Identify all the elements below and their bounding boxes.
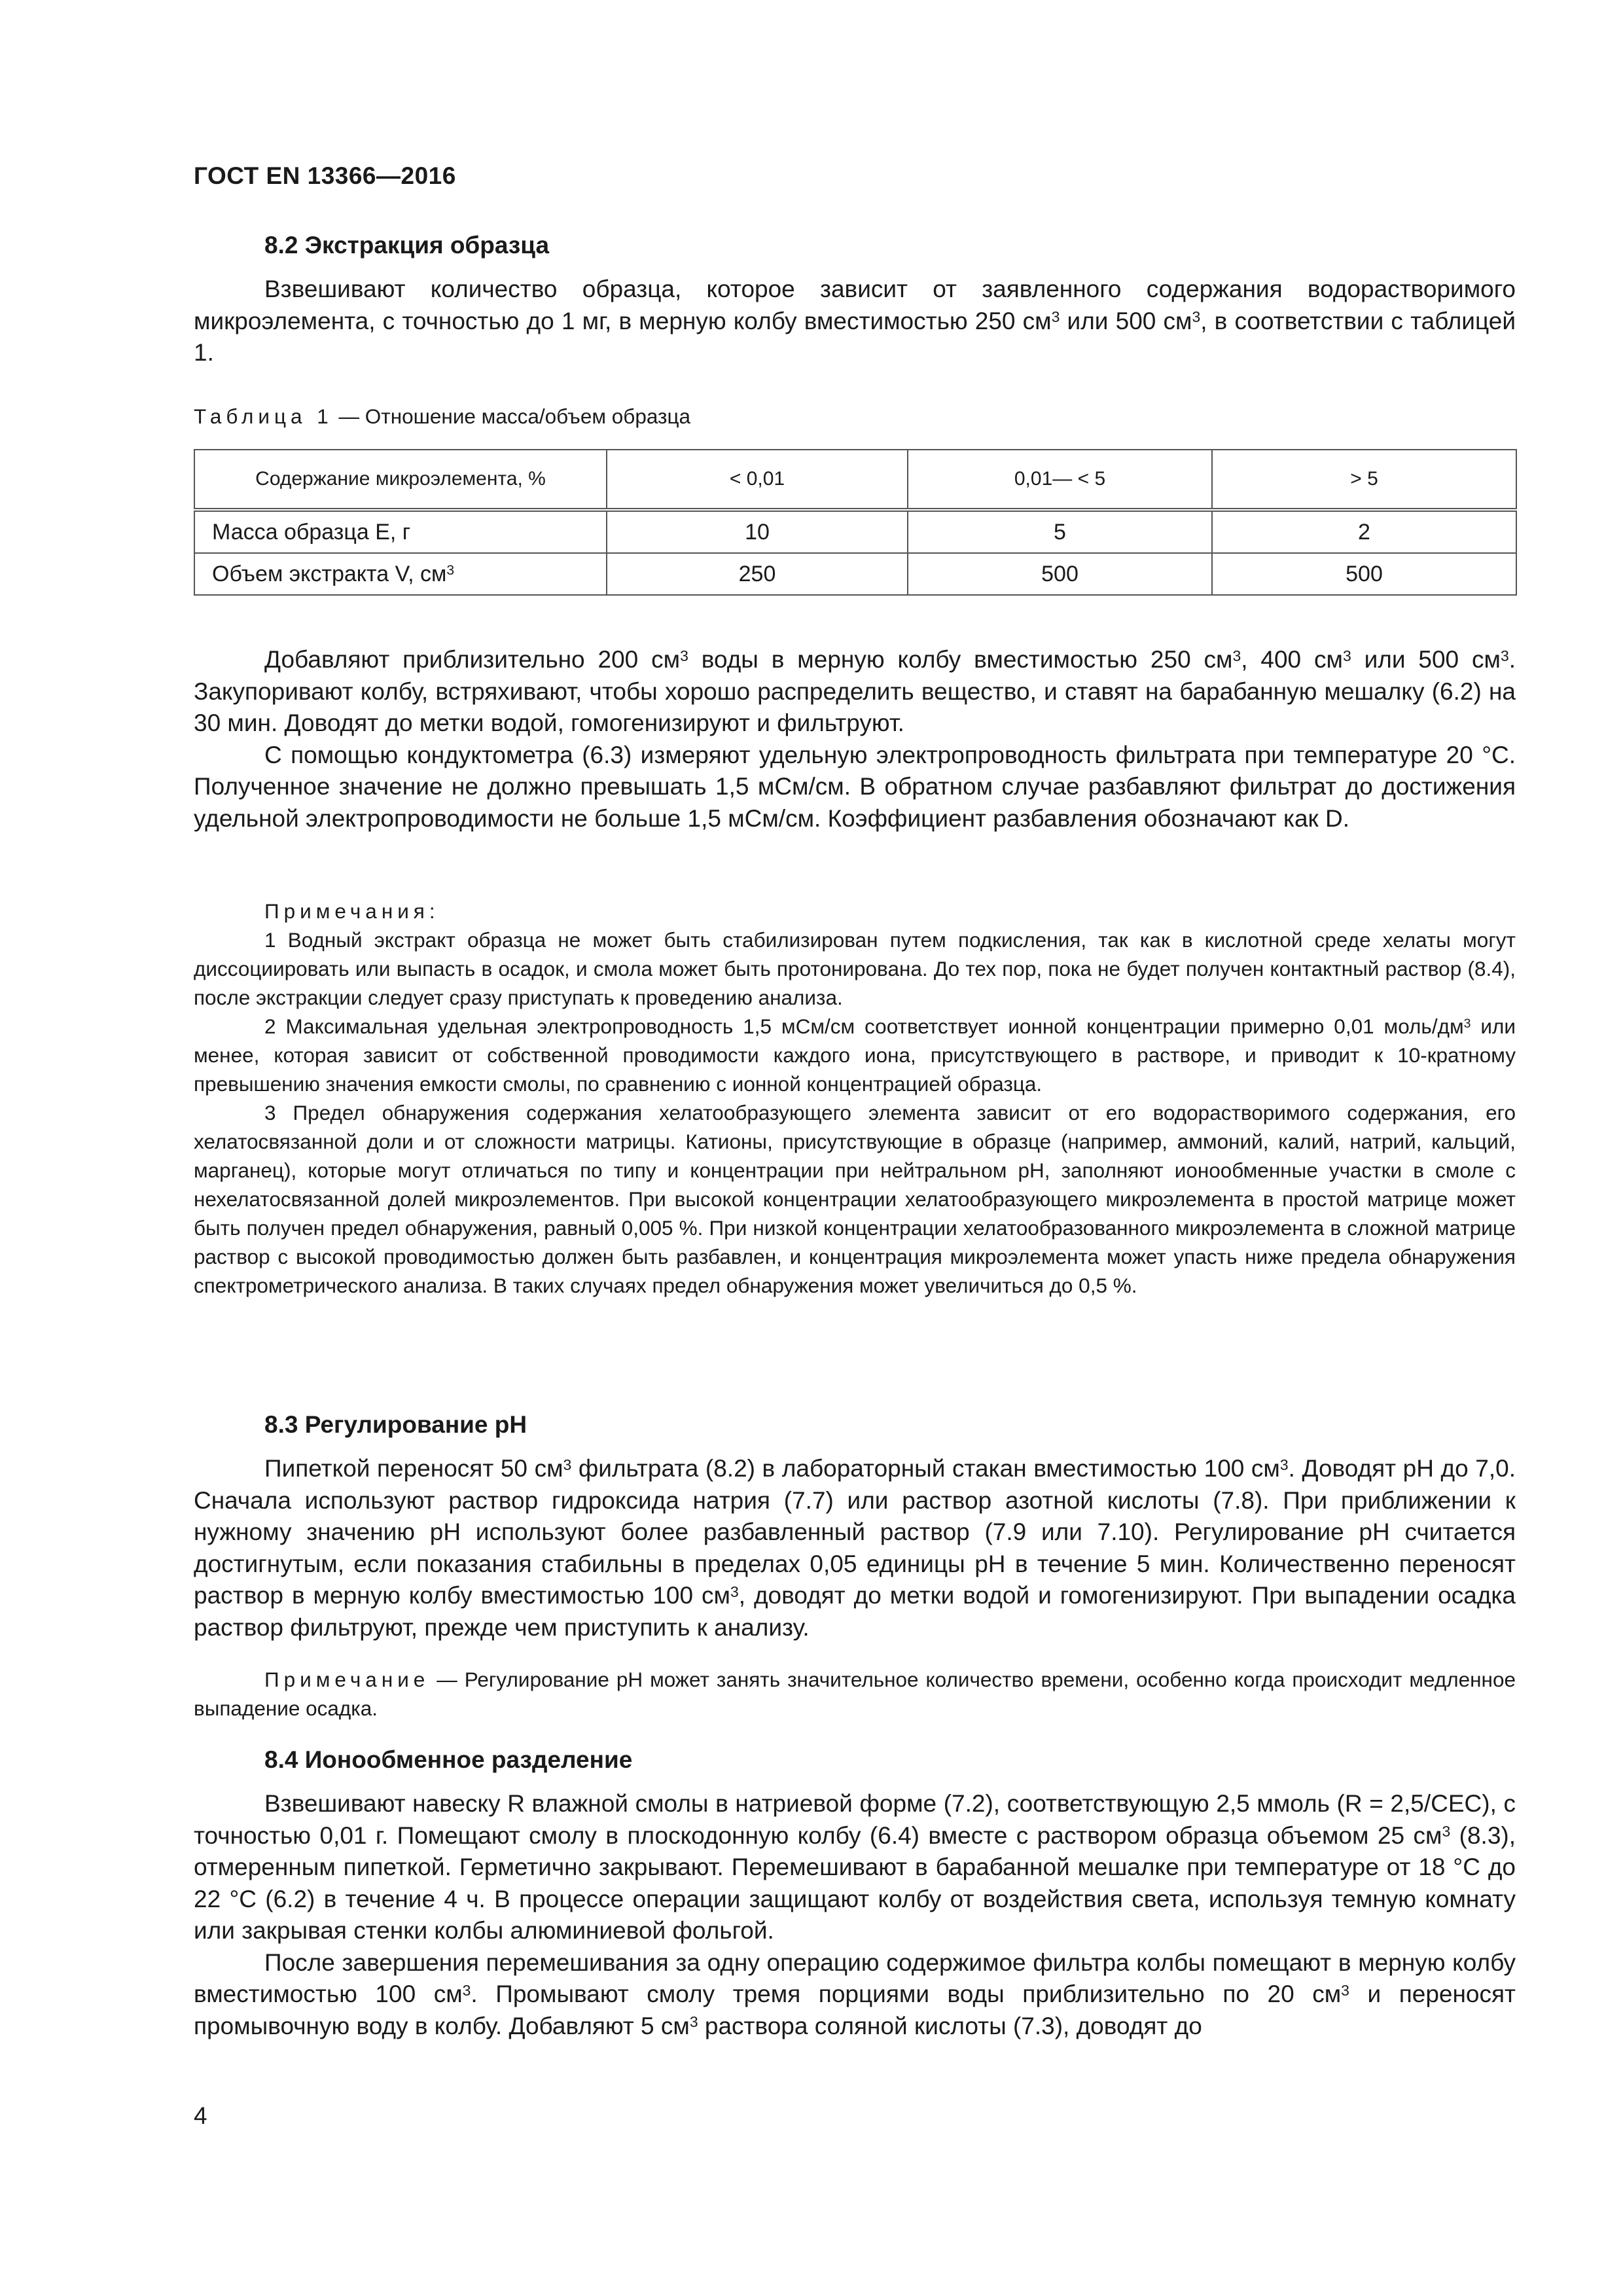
section-8-2-paragraph-1: Взвешивают количество образца, которое зависит от заявленного содержания водорастворимого микроэлемента, с точностью до 1 мг, в мерную колбу вместимостью 250 $см^3$ или 500 $см^3$, в соответствии с таблицей 1. bbox=[194, 276, 1516, 366]
section-8-4-paragraph-1: Взвешивают навеску R влажной смолы в натриевой форме (7.2), соответствующую 2,5 ммоль (R = 2,5/CEC), с точностью 0,01 г. Помещают смолу в плоскодонную колбу (6.4) вместе с раствором образца объемом 25 $см^3$ (8.3), отмеренным пипеткой. Герметично закрывают. Перемешивают в барабанной мешалке при температуре от 18 °С до 22 °С (6.2) в течение 4 ч. В процессе операции защищают колбу от воздействия света, используя темную комнату или закрывая стенки колбы алюминиевой фольгой. bbox=[194, 1790, 1516, 1944]
table-cell: 2 bbox=[1212, 510, 1516, 553]
table-header-row bbox=[194, 450, 1516, 510]
table-caption bbox=[194, 404, 690, 429]
table-row bbox=[194, 510, 1516, 553]
section-8-3-title: 8.3 Регулирование рН bbox=[264, 1411, 527, 1438]
table-row bbox=[194, 553, 1516, 595]
table-cell: 10 bbox=[607, 510, 908, 553]
table-cell: 500 bbox=[1212, 553, 1516, 595]
table-header-cell: Содержание микроэлемента, % bbox=[194, 450, 607, 510]
table-caption-label: Таблица 1 bbox=[194, 404, 333, 428]
section-8-2-paragraph-2: Добавляют приблизительно 200 $см^3$ воды в мерную колбу вместимостью 250 $см^3$, 400 $см^3$ или 500 $см^3$. Закупоривают колбу, встряхивают, чтобы хорошо распределить вещество, и ставят на барабанную мешалку (6.2) на 30 мин. Доводят до метки водой, гомогенизируют и фильтруют. bbox=[194, 646, 1516, 736]
mass-volume-table bbox=[194, 449, 1517, 596]
section-8-4-title: 8.4 Ионообменное разделение bbox=[264, 1746, 633, 1773]
section-8-3-paragraph-1: Пипеткой переносят 50 $см^3$ фильтрата (8.2) в лабораторный стакан вместимостью 100 $см^3$. Доводят рН до 7,0. Сначала используют раствор гидроксида натрия (7.7) или раствор азотной кислоты (7.8). При приближении к нужному значению рН используют более разбавленный раствор (7.9 или 7.10). Регулирование рН считается достигнутым, если показания стабильны в пределах 0,05 единицы рН в течение 5 мин. Количественно переносят раствор в мерную колбу вместимостью 100 $см^3$, доводят до метки водой и гомогенизируют. При выпадении осадка раствор фильтруют, прежде чем приступить к анализу. bbox=[194, 1455, 1516, 1641]
section-8-3-note bbox=[194, 1665, 1516, 1723]
section-8-2-title: 8.2 Экстракция образца bbox=[264, 232, 550, 259]
section-8-3-note-label: Примечание bbox=[264, 1668, 430, 1691]
table-cell: 250 bbox=[607, 553, 908, 595]
table-row-label: Объем экстракта V, $см^3$ bbox=[194, 553, 607, 595]
notes-label-text: Примечания: bbox=[264, 899, 440, 923]
notes-label bbox=[194, 897, 1516, 925]
section-8-2-paragraph-3: С помощью кондуктометра (6.3) измеряют удельную электропроводность фильтрата при температуре 20 °С. Полученное значение не должно превышать 1,5 мСм/см. В обратном случае разбавляют фильтрат до достижения удельной электропроводимости не больше 1,5 мСм/см. Коэффициент разбавления обозначают как D. bbox=[194, 741, 1516, 832]
table-cell: 500 bbox=[908, 553, 1212, 595]
page-number: 4 bbox=[194, 2102, 207, 2129]
table-row-label: Масса образца E, г bbox=[194, 510, 607, 553]
document-header: ГОСТ EN 13366—2016 bbox=[194, 162, 456, 189]
table-header-cell: > 5 bbox=[1212, 450, 1516, 510]
table-header-cell: 0,01— < 5 bbox=[908, 450, 1212, 510]
note-1: 1 Водный экстракт образца не может быть стабилизирован путем подкисления, так как в кислотной среде хелаты могут диссоциировать или выпасть в осадок, и смола может быть протонирована. До тех пор, пока не будет получен контактный раствор (8.4), после экстракции следует сразу приступать к проведению анализа. bbox=[194, 928, 1516, 1009]
note-2: 2 Максимальная удельная электропроводность 1,5 мСм/см соответствует ионной концентрации примерно 0,01 моль/$дм^3$ или менее, которая зависит от собственной проводимости каждого иона, присутствующего в растворе, и приводит к 10-кратному превышению значения емкости смолы, по сравнению с ионной концентрацией образца. bbox=[194, 1014, 1516, 1096]
table-caption-text: — Отношение масса/объем образца bbox=[332, 404, 691, 428]
note-3: 3 Предел обнаружения содержания хелатообразующего элемента зависит от его водорастворимого содержания, его хелатосвязанной доли и от сложности матрицы. Катионы, присутствующие в образце (например, аммоний, калий, натрий, кальций, марганец), которые могут отличаться по типу и концентрации при нейтральном рН, заполняют ионообменные участки в смоле с нехелатосвязанной долей микроэлементов. При высокой концентрации хелатообразующего микроэлемента в простой матрице может быть получен предел обнаружения, равный 0,005 %. При низкой концентрации хелатообразованного микроэлемента в сложной матрице раствор с высокой проводимостью должен быть разбавлен, и концентрация микроэлемента может упасть ниже предела обнаружения спектрометрического анализа. В таких случаях предел обнаружения может увеличиться до 0,5 %. bbox=[194, 1101, 1516, 1297]
section-8-4-paragraph-2: После завершения перемешивания за одну операцию содержимое фильтра колбы помещают в мерную колбу вместимостью 100 $см^3$. Промывают смолу тремя порциями воды приблизительно по 20 $см^3$ и переносят промывочную воду в колбу. Добавляют 5 $см^3$ раствора соляной кислоты (7.3), доводят до bbox=[194, 1948, 1516, 2039]
table-header-cell: < 0,01 bbox=[607, 450, 908, 510]
table-cell: 5 bbox=[908, 510, 1212, 553]
section-8-3-note-text: — Регулирование рН может занять значительное количество времени, особенно когда происходит медленное выпадение осадка. bbox=[194, 1668, 1516, 1720]
